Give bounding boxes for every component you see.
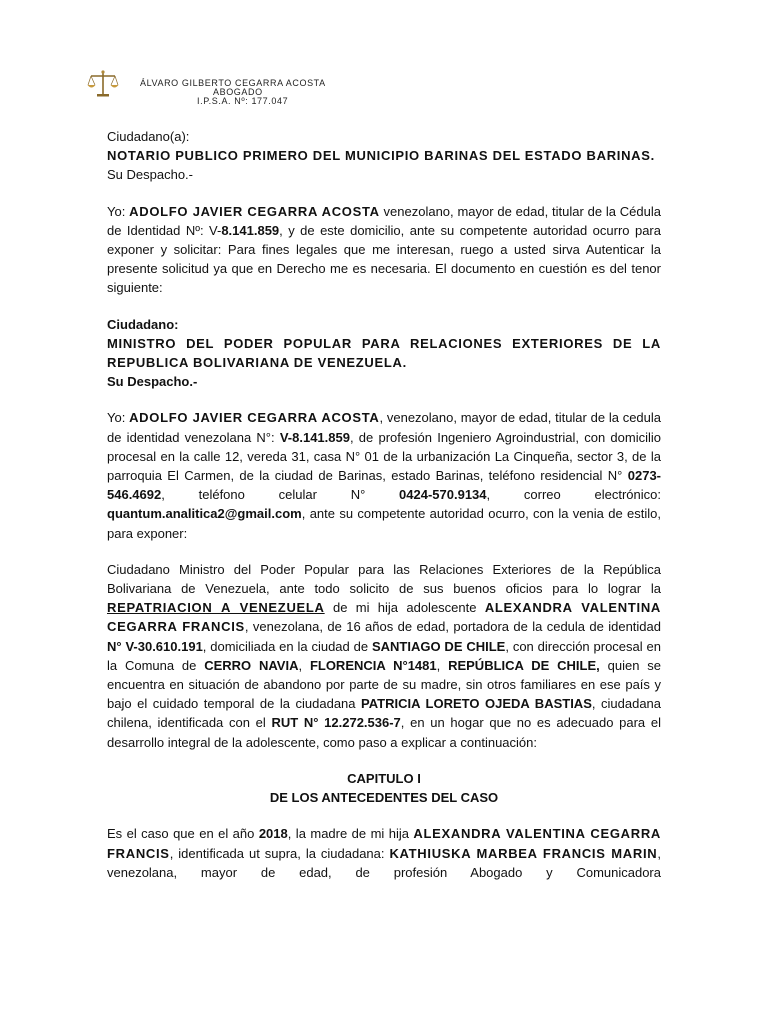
paragraph-case-background: Es el caso que en el año 2018, la madre de mi hija ALEXANDRA VALENTINA CEGARRA FRANCIS, identificada ut supra, la ciudadana: KATHIUSKA MARBEA FRANCIS MARIN, venezolana, mayor de edad, de profesión Abogado y Comunicadora xyxy=(107,826,662,880)
lawyer-name: ÁLVARO GILBERTO CEGARRA ACOSTA xyxy=(140,78,326,88)
letterhead xyxy=(140,79,340,106)
dispatch-minister: Su Despacho.- xyxy=(107,374,198,390)
paragraph-identification: Yo: ADOLFO JAVIER CEGARRA ACOSTA, venezolano, mayor de edad, titular de la cedula de identidad venezolana N°: V-8.141.859, de profesión Ingeniero Agroindustrial, con domicilio procesal en la calle 12, vereda 31, casa N° 01 de la urbanización La Cinqueña, sector 3, de la parroquia El Carmen, de la ciudad de Barinas, estado Barinas, teléfono residencial N° 0273-546.4692, teléfono celular N° 0424-570.9134, correo electrónico: quantum.analitica2@gmail.com, ante su competente autoridad ocurro, con la venia de estilo, para exponer: xyxy=(107,410,662,541)
addressee-minister: MINISTRO DEL PODER POPULAR PARA RELACIONES EXTERIORES DE LA REPUBLICA BOLIVARIANA DE VENEZUELA. xyxy=(107,335,661,371)
lawyer-registry: I.P.S.A. Nº: 177.047 xyxy=(197,96,289,106)
paragraph-notary-request: Yo: ADOLFO JAVIER CEGARRA ACOSTA venezolano, mayor de edad, titular de la Cédula de Identidad Nº: V-8.141.859, y de este domicilio, ante su competente autoridad ocurro para exponer y solicitar: Para fines legales que me interesan, ruego a usted sirva Autenticar la presente solicitud ya que en Derecho me es necesaria. El documento en cuestión es del tenor siguiente: xyxy=(107,203,661,296)
document-body xyxy=(107,127,661,882)
email-address: quantum.analitica2@gmail.com xyxy=(107,506,302,522)
lawyer-title: ABOGADO xyxy=(213,87,263,97)
salutation-minister: Ciudadano: xyxy=(107,316,179,332)
salutation-notary: Ciudadano(a): xyxy=(107,129,190,144)
chapter-heading: CAPITULO I xyxy=(347,770,421,786)
paragraph-repatriation-request: Ciudadano Ministro del Poder Popular para las Relaciones Exteriores de la República Bolivariana de Venezuela, ante todo solicito de sus buenos oficios para lo lograr la REPATRIACION A VENEZUELA de mi hija adolescente ALEXANDRA VALENTINA CEGARRA FRANCIS, venezolana, de 16 años de edad, portadora de la cedula de identidad N° V-30.610.191, domiciliada en la ciudad de SANTIAGO DE CHILE, con dirección procesal en la Comuna de CERRO NAVIA, FLORENCIA N°1481, REPÚBLICA DE CHILE, quien se encuentra en situación de abandono por parte de su madre, sin otros familiares en ese país y bajo el cuidado temporal de la ciudadana PATRICIA LORETO OJEDA BASTIAS, ciudadana chilena, identificada con el RUT N° 12.272.536-7, en un hogar que no es adecuado para el desarrollo integral de la adolescente, como paso a explicar a continuación: xyxy=(107,561,662,750)
addressee-notary: NOTARIO PUBLICO PRIMERO DEL MUNICIPIO BARINAS DEL ESTADO BARINAS. xyxy=(107,148,655,164)
scales-of-justice-logo xyxy=(87,69,119,99)
chapter-title: DE LOS ANTECEDENTES DEL CASO xyxy=(269,790,499,806)
dispatch-notary: Su Despacho.- xyxy=(107,167,193,183)
